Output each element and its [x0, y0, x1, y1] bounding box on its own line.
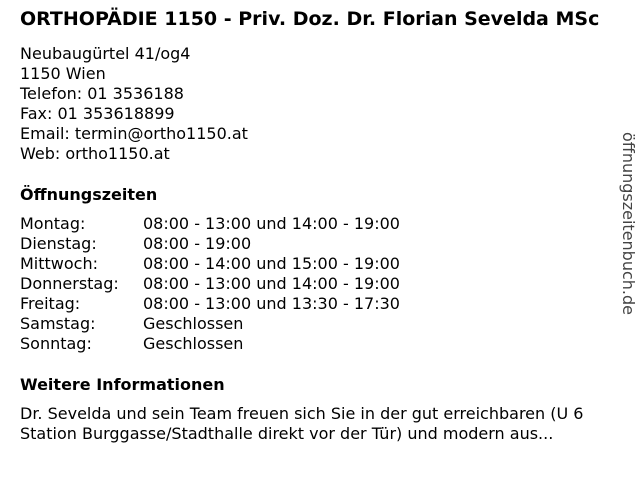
- fax-number: Fax: 01 353618899: [20, 104, 175, 123]
- day-label: Freitag:: [20, 294, 81, 313]
- day-label: Samstag:: [20, 314, 96, 333]
- time-value: Geschlossen: [143, 314, 244, 333]
- hours-row-friday: [20, 294, 620, 314]
- address-street: Neubaugürtel 41/og4: [20, 44, 191, 63]
- opening-hours-table: [20, 214, 620, 354]
- address-block: [20, 44, 620, 164]
- day-label: Montag:: [20, 214, 86, 233]
- further-info-heading: Weitere Informationen: [20, 375, 225, 394]
- time-value: 08:00 - 13:00 und 14:00 - 19:00: [143, 274, 400, 293]
- opening-hours-heading: Öffnungszeiten: [20, 185, 158, 204]
- practice-title: ORTHOPÄDIE 1150 - Priv. Doz. Dr. Florian Sevelda MSc: [20, 8, 600, 30]
- hours-row-monday: [20, 214, 620, 234]
- address-city: 1150 Wien: [20, 64, 106, 83]
- email-address: Email: termin@ortho1150.at: [20, 124, 248, 143]
- hours-row-wednesday: [20, 254, 620, 274]
- phone-number: Telefon: 01 3536188: [20, 84, 184, 103]
- time-value: 08:00 - 13:00 und 13:30 - 17:30: [143, 294, 400, 313]
- time-value: Geschlossen: [143, 334, 244, 353]
- hours-row-sunday: [20, 334, 620, 354]
- day-label: Dienstag:: [20, 234, 97, 253]
- day-label: Mittwoch:: [20, 254, 98, 273]
- further-info-text: Dr. Sevelda und sein Team freuen sich Sie in der gut erreichbaren (U 6 Station Burggasse/Stadthalle direkt vor der Tür) und modern aus...: [20, 404, 584, 443]
- time-value: 08:00 - 19:00: [143, 234, 252, 253]
- hours-row-saturday: [20, 314, 620, 334]
- time-value: 08:00 - 14:00 und 15:00 - 19:00: [143, 254, 400, 273]
- day-label: Sonntag:: [20, 334, 92, 353]
- day-label: Donnerstag:: [20, 274, 119, 293]
- website-address: Web: ortho1150.at: [20, 144, 170, 163]
- time-value: 08:00 - 13:00 und 14:00 - 19:00: [143, 214, 400, 233]
- hours-row-tuesday: [20, 234, 620, 254]
- site-watermark: öffnungszeitenbuch.de: [619, 132, 638, 315]
- hours-row-thursday: [20, 274, 620, 294]
- practice-card: [20, 8, 620, 444]
